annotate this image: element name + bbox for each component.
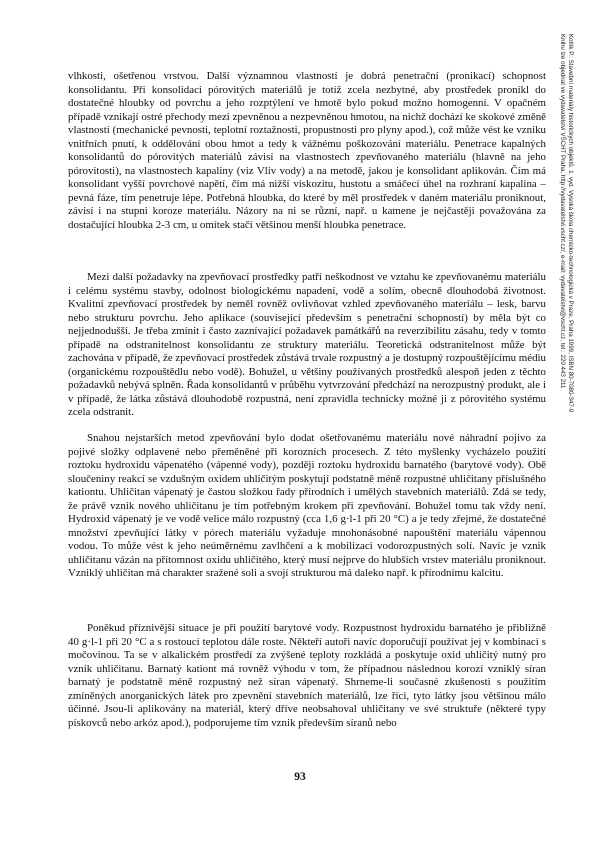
paragraph-text: Snahou nejstarších metod zpevňování bylo dodat ošetřovanému materiálu nové náhradní pojivo za pojivé složky odplavené nebo přeměněné při korozních procesech. Z této myšlenky vycházelo použití roztoku hydroxidu vápenatého (vápenné vody), později roztoku hydroxidu barnatého (barytové vody). Obě sloučeniny reakcí se vzdušným oxidem uhličitým poskytují podstatně méně rozpustné uhličitany příslušného kationtu. Uhličitan vápenatý je častou složkou řady přírodních i umělých stavebních materiálů. Zdá se tedy, že právě vznik nového uhličitanu je tím potřebným krokem při zpevňování. Bohužel tomu tak vždy není. Hydroxid vápenatý je ve vodě velice málo rozpustný (cca 1,6 g·l-1 při 20 °C) a je tedy zřejmé, že dostatečné množství zpevňující látky v pórech materiálu vyžaduje mnohonásobné napouštění materiálu vápennou vodou. To může vést k jeho neúměrnému zavlhčení a k mobilizaci vodorozpustných solí. Navíc je vznik uhličitanu vázán na přítomnost oxidu uhličitého, který musí nejprve do hlubších vrstev materiálu proniknout. Vzniklý uhličitan má charakter sražené soli a svojí strukturou má daleko např. k přírodnímu kalcitu.: [68, 432, 546, 580]
paragraph-text: Poněkud příznivější situace je při použití barytové vody. Rozpustnost hydroxidu barnatého je přibližně 40 g·l-1 při 20 °C a s rostoucí teplotou dále roste. Někteří autoři navíc doporučují používat jej v kombinaci s močovinou. Ta se v alkalickém prostředí za zvýšené teploty rozkládá a poskytuje oxid uhličitý nutný pro vznik uhličitanu. Barnatý kationt má rovněž výhodu v tom, že případnou následnou korozí vzniklý síran barnatý je podstatně méně rozpustný než síran vápenatý. Shrneme-li současné zkušenosti s použitím zmíněných anorganických látek pro zpevnění stavebních materiálů, lze říci, tyto látky jsou většinou málo účinné. Jsou-li aplikovány na materiál, který dříve neobsahoval uhličitany ve své struktuře (některé typy pískovců nebo arkóz apod.), podporujeme tím vznik především síranů nebo: [68, 622, 546, 729]
paragraph-4: [68, 622, 546, 730]
side-note-line-1: Kotlík P.: Stavební materiály historických objektů. 1. vyd. Vysoká škola chemicko-technologická v Praze, Praha 1999, ISBN 80-7080-347-9: [567, 34, 574, 413]
paragraph-text: vlhkosti, ošetřenou vrstvou. Další významnou vlastností je dobrá penetrační (pronikací) schopnost konsolidantu. Při konsolidaci pórovitých materiálů je totiž zcela nezbytné, aby prostředek pronikl do dostatečné hloubky od povrchu a jeho rozptýlení ve hmotě bylo pokud možno homogenní. V opačném případě vznikají ostré přechody mezi zpevněnou a nezpevněnou hmotou, na nichž dochází ke skokové změně vlastností (mechanické pevnosti, teplotní roztažnosti, propustnosti pro plyny apod.), což může vést ke vzniku vnitřních pnutí, k oddělování obou hmot a tedy k vážnému poškozování materiálu. Penetrace kapalných konsolidantů do pórovitých materiálů závisí na vlastnostech zpevňovaného materiálu (hlavně na jeho pórovitosti), na vlastnostech kapaliny (viz Vliv vody) a na metodě, jakou je konsolidant aplikován. Čím má konsolidant vyšší povrchové napětí, čím má nižší viskozitu, hustotu a smáčecí úhel na rozhraní kapalina – pevná fáze, tím penetruje lépe. Potřebná hloubka, do které by měl prostředek v daném materiálu proniknout, závisí i na stupni koroze materiálu. Názory na ni se různí, např. u kamene je nejčastěji považována za dostačující hloubka 2-3 cm, u omítek stačí většinou menší hloubka penetrace.: [68, 70, 546, 232]
paragraph-2: [68, 271, 546, 420]
paragraph-3: [68, 432, 546, 581]
page-number: 93: [294, 771, 306, 783]
paragraph-text: Mezi další požadavky na zpevňovací prostředky patří neškodnost ve vztahu ke zpevňovanému materiálu i celému systému stavby, odolnost biologickému napadení, vodě a solím, obecně dlouhodobá životnost. Kvalitní zpevňovací prostředek by neměl rovněž ovlivňovat vzhled zpevňovaného materiálu – lesk, barvu nebo strukturu povrchu. Jeho aplikace (související především s penetrační schopností) by měla být co nejjednodušší. Je třeba zmínit i často zaznívající požadavek památkářů na reverzibilitu zásahu, tedy v tomto případě na odstranitelnost konsolidantu ze struktury materiálu. Teoretická odstranitelnost může být zachována v případě, že zpevňovací prostředek zůstává trvale rozpustný a je dostupný rozpouštějícímu médiu (organickému rozpouštědlu nebo vodě). Bohužel, u většiny používaných prostředků alespoň jeden z těchto požadavků nebývá splněn. Řada konsolidantů v průběhu vytvrzování předchází na nerozpustný produkt, ale i v případě, že látka zůstává dlouhodobě rozpustná, není zpravidla technicky možné ji z pórovitého systému zcela odstranit.: [68, 271, 546, 419]
paragraph-1: [68, 70, 546, 233]
side-note-line-2: Knihu lze objednat ve vydavatelství VŠCHT Praha, http://vydavatelstvi.vscht.cz/, e-mail: vydavatelstvi@vscht.cz, tel.: 220 443 211: [558, 34, 566, 389]
